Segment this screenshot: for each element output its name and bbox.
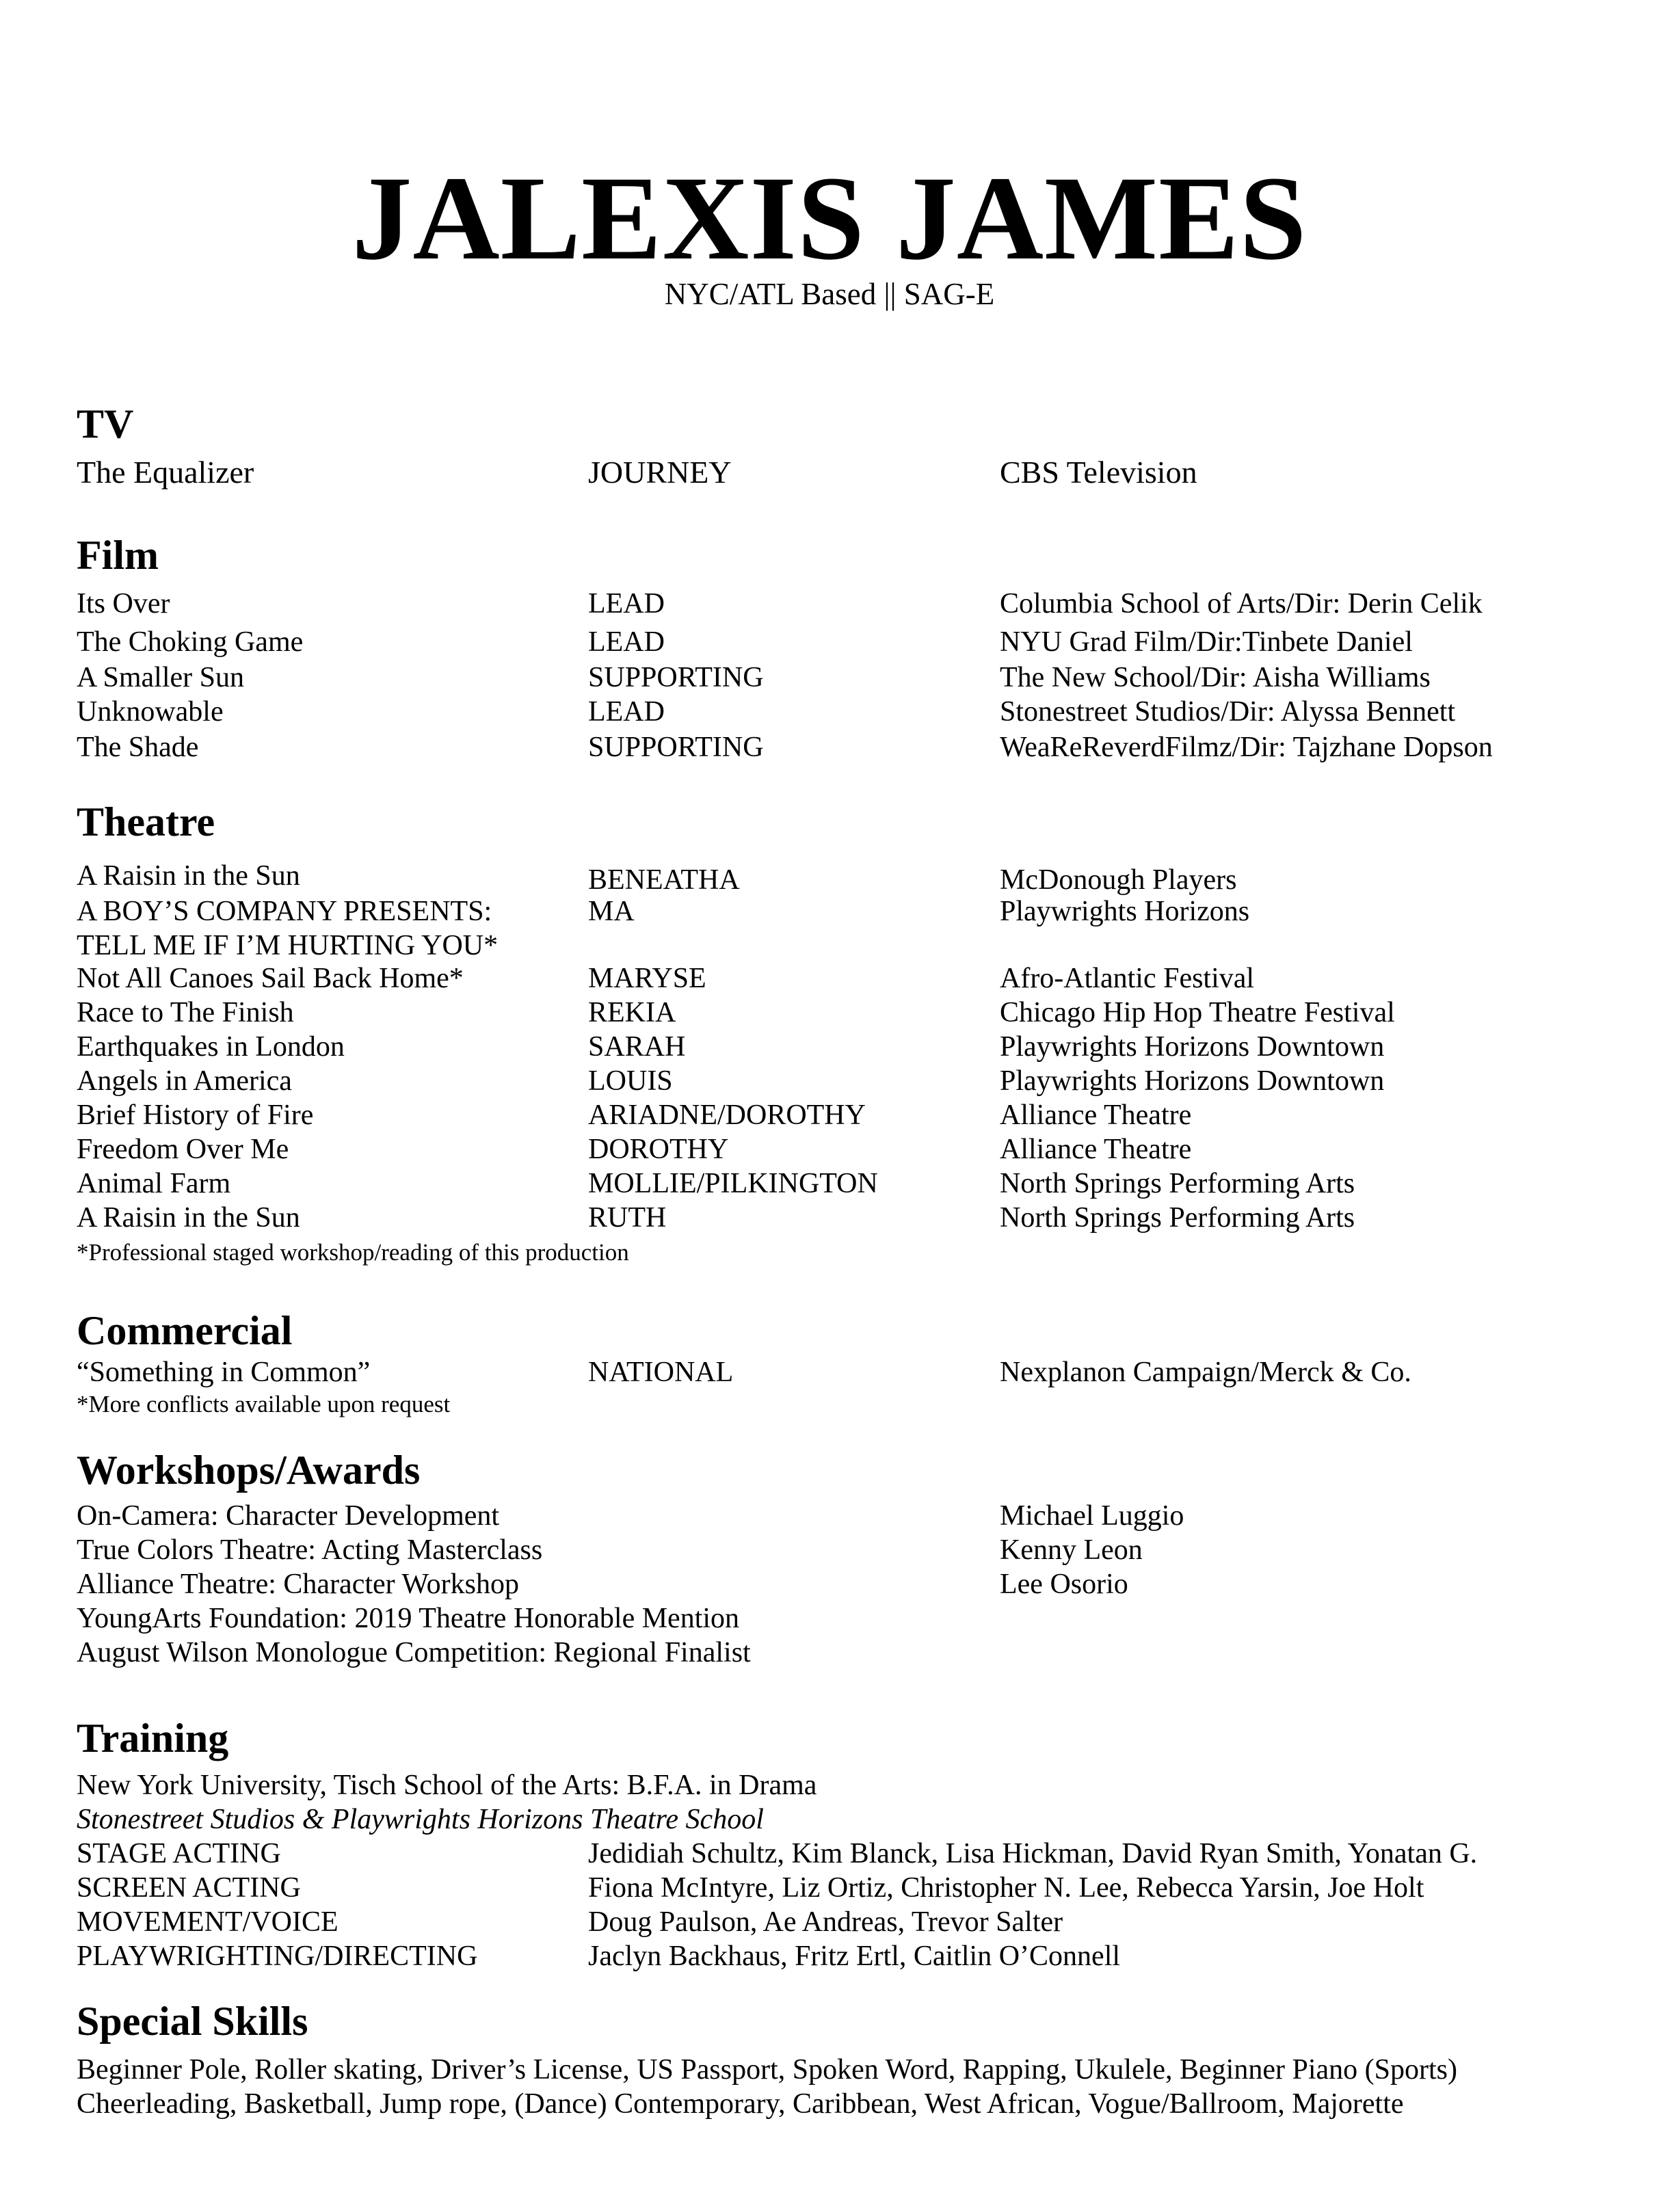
commercial-footnote: *More conflicts available upon request xyxy=(77,1391,451,1417)
section-heading-training: Training xyxy=(77,1716,229,1761)
film-row-title: Unknowable xyxy=(77,696,224,728)
commercial-row-role: NATIONAL xyxy=(588,1357,734,1388)
theatre-row-title: A BOY’S COMPANY PRESENTS: xyxy=(77,896,492,927)
theatre-row-title: A Raisin in the Sun xyxy=(77,860,300,892)
commercial-row-title: “Something in Common” xyxy=(77,1357,371,1388)
workshop-row-instructor: Michael Luggio xyxy=(1000,1500,1184,1532)
workshop-row-instructor: Lee Osorio xyxy=(1000,1569,1128,1600)
theatre-row-company: Playwrights Horizons xyxy=(1000,896,1250,927)
section-heading-commercial: Commercial xyxy=(77,1308,293,1353)
theatre-footnote: *Professional staged workshop/reading of this production xyxy=(77,1239,629,1266)
tv-row-role: JOURNEY xyxy=(588,455,732,490)
award-row-title: August Wilson Monologue Competition: Regional Finalist xyxy=(77,1637,751,1668)
workshop-row-title: Alliance Theatre: Character Workshop xyxy=(77,1569,519,1600)
theatre-row-title: Animal Farm xyxy=(77,1168,231,1199)
film-row-title: The Choking Game xyxy=(77,626,304,658)
training-studio: Stonestreet Studios & Playwrights Horizons Theatre School xyxy=(77,1804,764,1835)
section-heading-workshops: Workshops/Awards xyxy=(77,1448,421,1493)
theatre-row-role: SARAH xyxy=(588,1031,686,1063)
theatre-row-title: Freedom Over Me xyxy=(77,1134,289,1165)
theatre-row-role: DOROTHY xyxy=(588,1134,729,1165)
award-row-title: YoungArts Foundation: 2019 Theatre Honorable Mention xyxy=(77,1603,740,1634)
theatre-row-company: Chicago Hip Hop Theatre Festival xyxy=(1000,997,1395,1028)
theatre-row-company: North Springs Performing Arts xyxy=(1000,1202,1355,1234)
film-row-role: LEAD xyxy=(588,626,665,658)
skills-line: Cheerleading, Basketball, Jump rope, (Dance) Contemporary, Caribbean, West African, Vogue/Ballroom, Majorette xyxy=(77,2088,1404,2120)
film-row-company: NYU Grad Film/Dir:Tinbete Daniel xyxy=(1000,626,1413,658)
section-heading-skills: Special Skills xyxy=(77,1999,308,2044)
theatre-row-title-cont: TELL ME IF I’M HURTING YOU* xyxy=(77,930,499,961)
skills-line: Beginner Pole, Roller skating, Driver’s License, US Passport, Spoken Word, Rapping, Ukulele, Beginner Piano (Sports) xyxy=(77,2054,1457,2086)
resume-subtitle: NYC/ATL Based || SAG-E xyxy=(664,277,995,311)
training-area: STAGE ACTING xyxy=(77,1838,281,1869)
theatre-row-company: Playwrights Horizons Downtown xyxy=(1000,1065,1385,1097)
theatre-row-role: MARYSE xyxy=(588,963,706,994)
section-heading-tv: TV xyxy=(77,401,134,447)
theatre-row-title: Angels in America xyxy=(77,1065,292,1097)
film-row-title: The Shade xyxy=(77,732,199,763)
theatre-row-role: ARIADNE/DOROTHY xyxy=(588,1100,866,1131)
training-teachers: Jaclyn Backhaus, Fritz Ertl, Caitlin O’Connell xyxy=(588,1941,1121,1972)
training-teachers: Jedidiah Schultz, Kim Blanck, Lisa Hickman, David Ryan Smith, Yonatan G. xyxy=(588,1838,1478,1869)
theatre-row-title: Not All Canoes Sail Back Home* xyxy=(77,963,464,994)
film-row-company: The New School/Dir: Aisha Williams xyxy=(1000,662,1431,693)
tv-row-company: CBS Television xyxy=(1000,455,1197,490)
training-school: New York University, Tisch School of the Arts: B.F.A. in Drama xyxy=(77,1770,817,1801)
workshop-row-title: True Colors Theatre: Acting Masterclass xyxy=(77,1534,543,1566)
film-row-role: SUPPORTING xyxy=(588,732,764,763)
theatre-row-company: North Springs Performing Arts xyxy=(1000,1168,1355,1199)
film-row-company: WeaReReverdFilmz/Dir: Tajzhane Dopson xyxy=(1000,732,1493,763)
workshop-row-title: On-Camera: Character Development xyxy=(77,1500,500,1532)
section-heading-film: Film xyxy=(77,533,159,578)
theatre-row-role: REKIA xyxy=(588,997,676,1028)
theatre-row-title: A Raisin in the Sun xyxy=(77,1202,300,1234)
film-row-title: A Smaller Sun xyxy=(77,662,245,693)
resume-name: JALEXIS JAMES xyxy=(351,152,1308,285)
training-teachers: Doug Paulson, Ae Andreas, Trevor Salter xyxy=(588,1906,1063,1938)
theatre-row-role: LOUIS xyxy=(588,1065,673,1097)
workshop-row-instructor: Kenny Leon xyxy=(1000,1534,1143,1566)
training-area: MOVEMENT/VOICE xyxy=(77,1906,339,1938)
film-row-role: LEAD xyxy=(588,696,665,728)
theatre-row-role: MA xyxy=(588,896,635,927)
theatre-row-role: BENEATHA xyxy=(588,864,740,896)
theatre-row-title: Brief History of Fire xyxy=(77,1100,314,1131)
commercial-row-company: Nexplanon Campaign/Merck & Co. xyxy=(1000,1357,1411,1388)
training-area: PLAYWRIGHTING/DIRECTING xyxy=(77,1941,478,1972)
tv-row-title: The Equalizer xyxy=(77,455,254,490)
theatre-row-title: Race to The Finish xyxy=(77,997,294,1028)
theatre-row-role: RUTH xyxy=(588,1202,667,1234)
section-heading-theatre: Theatre xyxy=(77,799,215,844)
film-row-role: SUPPORTING xyxy=(588,662,764,693)
theatre-row-company: Afro-Atlantic Festival xyxy=(1000,963,1255,994)
training-teachers: Fiona McIntyre, Liz Ortiz, Christopher N. Lee, Rebecca Yarsin, Joe Holt xyxy=(588,1872,1424,1904)
film-row-company: Columbia School of Arts/Dir: Derin Celik xyxy=(1000,588,1483,619)
film-row-role: LEAD xyxy=(588,588,665,619)
film-row-company: Stonestreet Studios/Dir: Alyssa Bennett xyxy=(1000,696,1456,728)
theatre-row-company: McDonough Players xyxy=(1000,864,1237,896)
theatre-row-company: Alliance Theatre xyxy=(1000,1100,1192,1131)
theatre-row-role: MOLLIE/PILKINGTON xyxy=(588,1168,878,1199)
theatre-row-title: Earthquakes in London xyxy=(77,1031,345,1063)
film-row-title: Its Over xyxy=(77,588,170,619)
theatre-row-company: Alliance Theatre xyxy=(1000,1134,1192,1165)
theatre-row-company: Playwrights Horizons Downtown xyxy=(1000,1031,1385,1063)
training-area: SCREEN ACTING xyxy=(77,1872,301,1904)
